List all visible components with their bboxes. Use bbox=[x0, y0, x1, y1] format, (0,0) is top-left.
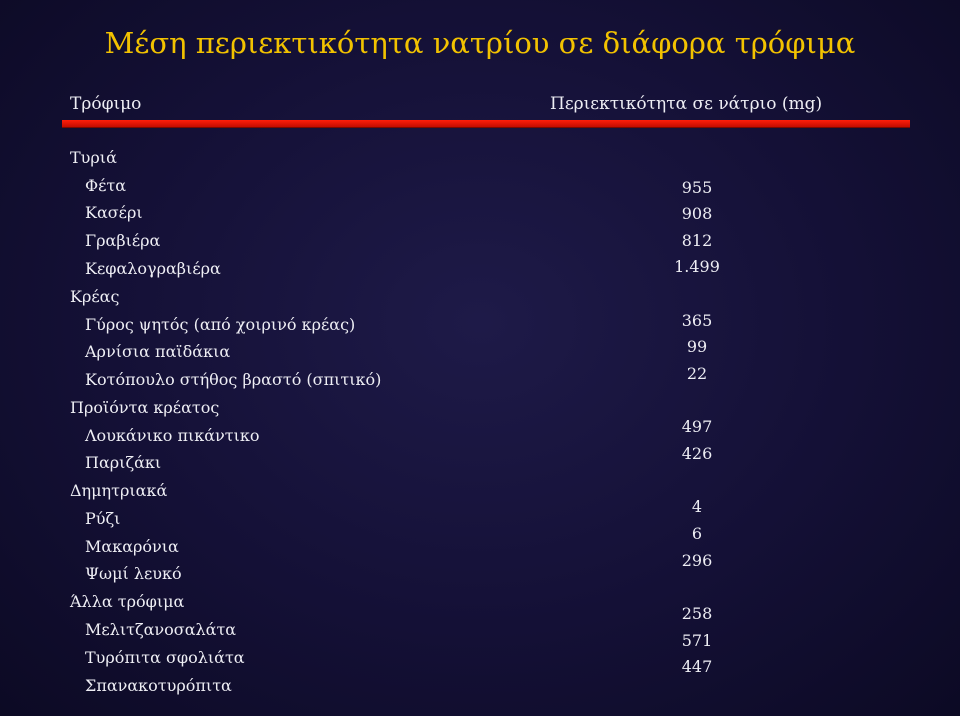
category-meat-products: Προϊόντα κρέατος bbox=[70, 398, 220, 417]
sodium-value: 812 bbox=[681, 231, 713, 250]
sodium-value: 258 bbox=[681, 604, 713, 623]
sodium-value: 571 bbox=[681, 631, 713, 650]
sodium-value: 99 bbox=[686, 337, 708, 356]
header-divider bbox=[62, 120, 910, 127]
category-meat: Κρέας bbox=[70, 287, 120, 306]
food-item: Κεφαλογραβιέρα bbox=[85, 259, 221, 278]
sodium-value: 4 bbox=[691, 497, 703, 516]
sodium-value: 365 bbox=[681, 311, 713, 330]
food-item: Αρνίσια παϊδάκια bbox=[85, 342, 231, 361]
food-item: Γραβιέρα bbox=[85, 231, 161, 250]
food-item: Λουκάνικο πικάντικο bbox=[85, 426, 260, 445]
sodium-value: 1.499 bbox=[674, 257, 720, 276]
food-item: Γύρος ψητός (από χοιρινό κρέας) bbox=[85, 315, 356, 334]
food-item: Μακαρόνια bbox=[85, 537, 179, 556]
food-item: Τυρόπιτα σφολιάτα bbox=[85, 648, 245, 667]
column-header-food: Τρόφιμο bbox=[70, 94, 142, 114]
food-item: Μελιτζανοσαλάτα bbox=[85, 620, 237, 639]
sodium-value: 296 bbox=[681, 551, 713, 570]
food-item: Σπανακοτυρόπιτα bbox=[85, 676, 232, 695]
food-item: Παριζάκι bbox=[85, 453, 162, 472]
category-other-foods: Άλλα τρόφιμα bbox=[70, 592, 185, 611]
sodium-value: 447 bbox=[681, 657, 713, 676]
sodium-value: 497 bbox=[681, 417, 713, 436]
food-item: Ψωμί λευκό bbox=[85, 564, 182, 583]
food-item: Ρύζι bbox=[85, 509, 121, 528]
food-item: Κοτόπουλο στήθος βραστό (σπιτικό) bbox=[85, 370, 382, 389]
food-item: Κασέρι bbox=[85, 203, 143, 222]
column-header-sodium: Περιεκτικότητα σε νάτριο (mg) bbox=[550, 94, 823, 114]
category-cereals: Δημητριακά bbox=[70, 481, 168, 500]
sodium-value: 22 bbox=[686, 364, 708, 383]
sodium-value: 955 bbox=[681, 178, 713, 197]
page-title: Μέση περιεκτικότητα νατρίου σε διάφορα τρόφιμα bbox=[104, 26, 856, 60]
category-cheeses: Τυριά bbox=[70, 148, 117, 167]
food-item: Φέτα bbox=[85, 176, 127, 195]
sodium-value: 908 bbox=[681, 204, 713, 223]
sodium-value: 6 bbox=[691, 524, 703, 543]
sodium-value: 426 bbox=[681, 444, 713, 463]
